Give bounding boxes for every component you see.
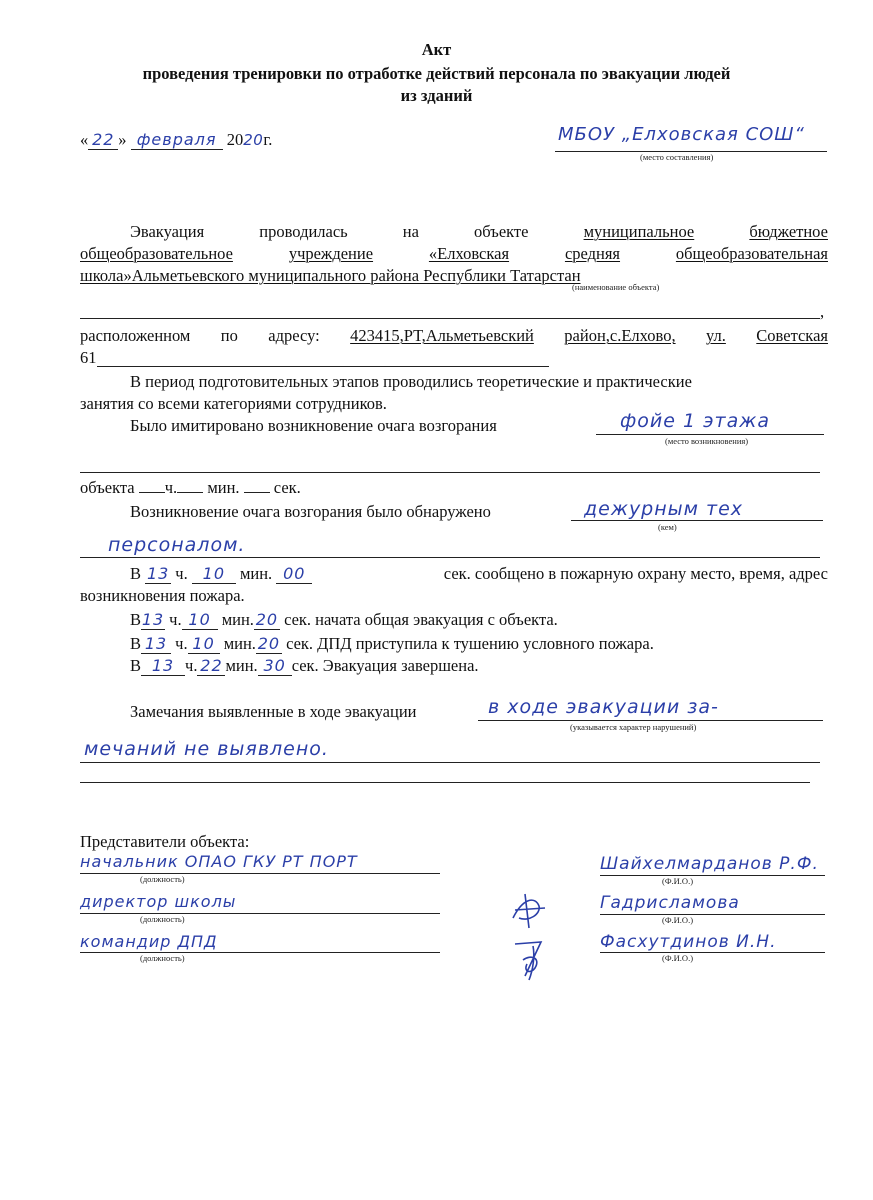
signature-3-icon (505, 936, 555, 984)
minute-label: мин. (225, 656, 258, 675)
dpd-h-field (141, 635, 171, 654)
detect-handwritten-1: дежурным тех (584, 498, 744, 520)
rep-3-position-line (80, 952, 440, 953)
evac-start-m-field (182, 611, 218, 630)
time-m-blank (177, 492, 203, 493)
act-subtitle-line-2: из зданий (400, 86, 473, 105)
end-m-field (197, 657, 225, 676)
object-name-part: учреждение (288, 244, 374, 263)
report-h: 13 (146, 564, 170, 583)
evac-start-s: 20 (255, 610, 279, 629)
report-s-field (276, 565, 312, 584)
place-caption: (место составления) (640, 152, 714, 162)
paragraph-1-line-1 (80, 372, 828, 392)
evac-start-s-field (254, 611, 280, 630)
object-name-part: общеобразовательное (80, 244, 233, 263)
rep-3-name-caption: (Ф.И.О.) (662, 953, 694, 963)
minute-label: мин. (223, 634, 256, 653)
evac-word: на (402, 222, 419, 241)
detect-label: Возникновение очага возгорания было обнаружено (130, 502, 491, 521)
rep-3-position-caption: (должность) (140, 953, 185, 963)
report-text: сек. сообщено в пожарную охрану место, время, адрес (443, 564, 828, 583)
object-name-part: муниципальное (583, 222, 695, 241)
report-h-field (145, 565, 171, 584)
blank-line (80, 782, 810, 783)
object-name-part: бюджетное (749, 222, 828, 241)
rep-2-position-line (80, 913, 440, 914)
v-label: В (130, 610, 142, 629)
rep-3-name-line (600, 952, 825, 953)
end-s-field (258, 657, 292, 676)
comma: , (820, 302, 825, 321)
rep-2-position-caption: (должность) (140, 914, 185, 924)
date-day: 22 (92, 130, 115, 149)
evac-start-m: 10 (188, 610, 211, 629)
rep-2-name: Гадрисламова (600, 893, 740, 913)
detect-handwritten-2: персоналом. (108, 534, 246, 556)
dpd-s-field (256, 635, 282, 654)
date-month-field (131, 131, 223, 150)
minute-label: мин. (221, 610, 254, 629)
report-m: 10 (202, 564, 225, 583)
evac-word: проводилась (259, 222, 348, 241)
object-name-part: средняя (564, 244, 621, 263)
v-label: В (130, 656, 142, 675)
end-m: 22 (200, 656, 223, 675)
rep-1-position-caption: (должность) (140, 874, 185, 884)
rep-2-name-caption: (Ф.И.О.) (662, 915, 694, 925)
address-line-1 (80, 326, 828, 346)
hour-label: ч. (164, 478, 178, 497)
remarks-underline-2 (80, 762, 820, 763)
remarks-label: Замечания выявленные в ходе эвакуации (130, 702, 417, 721)
object-name-part: общеобразовательная (675, 244, 828, 263)
rep-3-position: командир ДПД (80, 932, 218, 951)
report-line-2: возникновения пожара. (80, 586, 245, 605)
date-line (80, 130, 272, 150)
remarks-caption: (указывается характер нарушений) (570, 722, 697, 732)
end-s: 30 (263, 656, 286, 675)
object-name-part: «Елховская (428, 244, 510, 263)
minute-label: мин. (239, 564, 273, 583)
imitation-label: Было имитировано возникновение очага возгорания (130, 416, 497, 435)
imitation-handwritten: фойе 1 этажа (620, 410, 770, 432)
date-day-field (88, 131, 118, 150)
hour-label: ч. (169, 610, 182, 629)
imitation-underline (596, 434, 824, 435)
rep-3-name: Фасхутдинов И.Н. (600, 932, 777, 952)
act-subtitle-line-1: проведения тренировки по отработке действий персонала по эвакуации людей (142, 64, 731, 83)
minute-label: мин. (207, 478, 240, 497)
object-label: объекта (80, 478, 135, 497)
report-s: 00 (283, 564, 306, 583)
address-part: район,с.Елхово, (564, 326, 676, 345)
date-month: февраля (136, 130, 217, 149)
hour-label: ч. (175, 564, 188, 583)
representatives-label: Представители объекта: (80, 832, 250, 851)
paragraph-1-line-2: занятия со всеми категориями сотрудников. (80, 394, 387, 413)
rep-2-position: директор школы (80, 892, 237, 911)
imitation-caption: (место возникновения) (665, 436, 749, 446)
evac-start-text: сек. начата общая эвакуация с объекта. (284, 610, 558, 629)
blank-line (80, 318, 820, 319)
address-underline (97, 366, 549, 367)
object-time-line (80, 478, 301, 498)
report-line (80, 564, 828, 584)
end-h: 13 (151, 656, 175, 675)
time-h-blank (139, 492, 165, 493)
evac-word: Эвакуация (130, 222, 205, 241)
rep-1-name: Шайхелмарданов Р.Ф. (600, 854, 819, 874)
place-handwritten: МБОУ „Елховская СОШ“ (558, 124, 805, 145)
address-line-2: 61 (80, 348, 97, 367)
rep-1-name-line (600, 875, 825, 876)
rep-2-name-line (600, 914, 825, 915)
dpd-m: 10 (192, 634, 215, 653)
evac-start-h: 13 (141, 610, 165, 629)
v-label: В (130, 634, 142, 653)
dpd-h: 13 (144, 634, 168, 653)
address-label: расположенном (80, 326, 191, 345)
remarks-underline (478, 720, 823, 721)
p1-text: В период подготовительных этапов проводились теоретические и практические (130, 372, 692, 391)
date-year-prefix: 20 (226, 130, 244, 149)
address-part: Советская (756, 326, 828, 345)
hour-label: ч. (175, 634, 188, 653)
date-year-suffix: 20 (243, 131, 264, 149)
evac-start-h-field (141, 611, 165, 630)
dpd-line (130, 634, 654, 654)
detect-underline (571, 520, 823, 521)
end-line (130, 656, 479, 676)
dpd-s: 20 (257, 634, 281, 653)
dpd-text: сек. ДПД приступила к тушению условного пожара. (286, 634, 654, 653)
remarks-handwritten-1: в ходе эвакуации за- (488, 696, 719, 718)
signature-2-icon (505, 888, 555, 932)
evac-word: объекте (474, 222, 529, 241)
date-year-end: г. (263, 130, 273, 149)
address-label: адресу: (268, 326, 320, 345)
quote-close: » (118, 130, 127, 149)
detect-caption: (кем) (658, 522, 677, 532)
address-label: по (220, 326, 238, 345)
act-title: Акт (421, 40, 452, 59)
quote-open: « (80, 130, 89, 149)
evac-line-1 (80, 222, 828, 242)
dpd-m-field (188, 635, 220, 654)
object-name-line-3: школа»Альметьевского муниципального района Республики Татарстан (80, 266, 581, 285)
detect-underline-2 (80, 557, 820, 558)
object-caption: (наименование объекта) (572, 282, 660, 292)
v-label: В (130, 564, 142, 583)
report-m-field (192, 565, 236, 584)
end-text: сек. Эвакуация завершена. (291, 656, 479, 675)
remarks-handwritten-2: мечаний не выявлено. (84, 738, 329, 760)
rep-1-position-line (80, 873, 440, 874)
hour-label: ч. (185, 656, 198, 675)
second-label: сек. (273, 478, 301, 497)
end-h-field (141, 657, 185, 676)
time-s-blank (244, 492, 270, 493)
rep-1-name-caption: (Ф.И.О.) (662, 876, 694, 886)
blank-line (80, 472, 820, 473)
evac-line-2 (80, 244, 828, 264)
address-part: 423415,РТ,Альметьевский (350, 326, 534, 345)
address-part: ул. (706, 326, 726, 345)
evac-start-line (130, 610, 558, 630)
rep-1-position: начальник ОПАО ГКУ РТ ПОРТ (80, 852, 358, 871)
